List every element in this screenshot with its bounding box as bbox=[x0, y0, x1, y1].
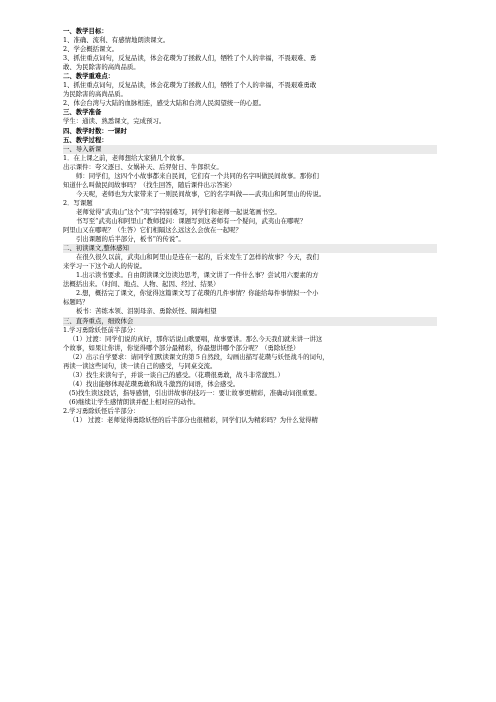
text-line: 1、抓住重点词句，反复品读，体会花瓒为了拯救人们，牺牲了个人的幸福，不畏艰难勇敢 bbox=[63, 81, 317, 90]
text-line: 知道什么叫做民间故事吗？（找生回答，随后课件出示答案） bbox=[63, 180, 236, 189]
text-line: 在很久很久以前，武夷山和阿里山是连在一起的，后来发生了怎样的故事？今天，我们 bbox=[76, 253, 319, 262]
section-heading: 五、教学过程： bbox=[63, 135, 108, 144]
text-line: 法概括出来。（时间、地点、人物、起因、经过、结果） bbox=[63, 280, 220, 289]
text-line: 敢、为民除害的高尚品质。 bbox=[63, 63, 140, 72]
text-line: 1、准确、流利、有感情地朗读课文。 bbox=[63, 36, 170, 45]
text-line: 来学习一下这个动人的传说。 bbox=[63, 262, 147, 271]
text-line: 为民除害的高尚品质。 bbox=[63, 90, 127, 99]
text-line: 1．在上课之前，老师想给大家猜几个故事。 bbox=[63, 153, 189, 162]
text-line: 标题吗？ bbox=[63, 298, 89, 307]
text-line: 3、抓住重点词句，反复品读，体会花瓒为了拯救人们，牺牲了个人的幸福，不畏艰难、勇 bbox=[63, 54, 317, 63]
text-line: （2）出示自学要求：请同学们默读课文的第５自然段，勾画出描写花瓒与妖怪战斗的词句， bbox=[69, 352, 329, 361]
section-heading: 四、教学时数：一课时 bbox=[63, 126, 127, 135]
text-line: 出示课件：夸父逐日、女娲补天、后羿射日、牛郎织女。 bbox=[63, 162, 223, 171]
text-line: （4）找出能够体现花瓒勇敢和战斗激烈的词语，体会感受。 bbox=[69, 379, 240, 388]
text-line: 板书：苦练本领、泪别母亲、勇除妖怪、隔海相望 bbox=[76, 307, 217, 316]
text-line: 2.想，概括完了课文，你觉得这篇课文写了花瓒的几件事情？你能给每件事情拟一个小 bbox=[76, 289, 319, 298]
text-line: 2．写课题 bbox=[63, 198, 93, 207]
text-line: 师：同学们，这四个小故事都来自民间，它们有一个共同的名字叫做民间故事。那你们 bbox=[76, 171, 319, 180]
text-line: 再读一读这些词句，读一读自己的感受，与同桌交流。 bbox=[63, 361, 217, 370]
document-page bbox=[63, 27, 437, 425]
text-line: 1.出示读书要求。自由朗读课文边读边思考，课文讲了一件什么事？尝试用六要素的方 bbox=[76, 271, 319, 280]
text-line: 阿里山又在哪呢？（生答）它们相隔这么远这么会放在一起呢？ bbox=[63, 226, 242, 235]
text-line: (6)继续让学生感情朗读并配上相对应的动作。 bbox=[69, 397, 200, 406]
text-line: （1） 过渡：老师觉得勇除妖怪的后半部分也很精彩，同学们认为精彩吗？为什么觉得精 bbox=[69, 416, 318, 425]
subsection-heading: 一、导入新课 bbox=[63, 145, 437, 154]
text-line: （1）过渡：同学们说的真好，那你话说山歌要唱，故事要讲。那么今天我们就来讲一讲这 bbox=[69, 334, 323, 343]
text-line: （3）找生来读句子，并谈一谈自己的感受。（花瓒很勇敢，战斗非常激烈。） bbox=[69, 370, 284, 379]
text-line: 个故事，如果让你讲，你觉得哪个部分最精彩，你最想讲哪个部分呢？（勇除妖怪） bbox=[63, 343, 300, 352]
text-line: 今天呢，老师也为大家带来了一则民间故事，它的名字叫做——武夷山和阿里山的传说。 bbox=[76, 189, 326, 198]
section-heading: 三、教学准备 bbox=[63, 108, 102, 117]
text-line: 2.学习勇除妖怪后半部分： bbox=[63, 406, 140, 415]
subsection-heading: 二、初读课文,整体感知 bbox=[63, 244, 437, 253]
text-line: 1.学习勇除妖怪前半部分： bbox=[63, 325, 140, 334]
text-line: 书写至“武夷山和阿里山”教师提问：课题写到这老师有一个疑问，武夷山在哪呢？ bbox=[76, 216, 307, 225]
text-line: 2、学会概括课文。 bbox=[63, 45, 119, 54]
text-line: (5)找生读这段话，指导感情，引出讲故事的技巧一：要让故事更精彩，准确动词很重要。 bbox=[69, 388, 321, 397]
text-line: 2、体会台湾与大陆的血脉相连，感受大陆和台湾人民渴望统一的心愿。 bbox=[63, 99, 266, 108]
subsection-heading: 三、直奔重点，细致体会 bbox=[63, 317, 437, 326]
text-line: 学生：通读、熟悉课文，完成预习。 bbox=[63, 117, 166, 126]
section-heading: 一、教学目标： bbox=[63, 27, 108, 35]
section-heading: 二、教学重难点： bbox=[63, 72, 115, 81]
text-line: 老师觉得“武夷山”这个“夷”字特别难写，同学们和老师一起说笔画书空。 bbox=[76, 207, 281, 216]
text-line: 引出课题的后半部分，板书“的传说”。 bbox=[76, 235, 185, 244]
